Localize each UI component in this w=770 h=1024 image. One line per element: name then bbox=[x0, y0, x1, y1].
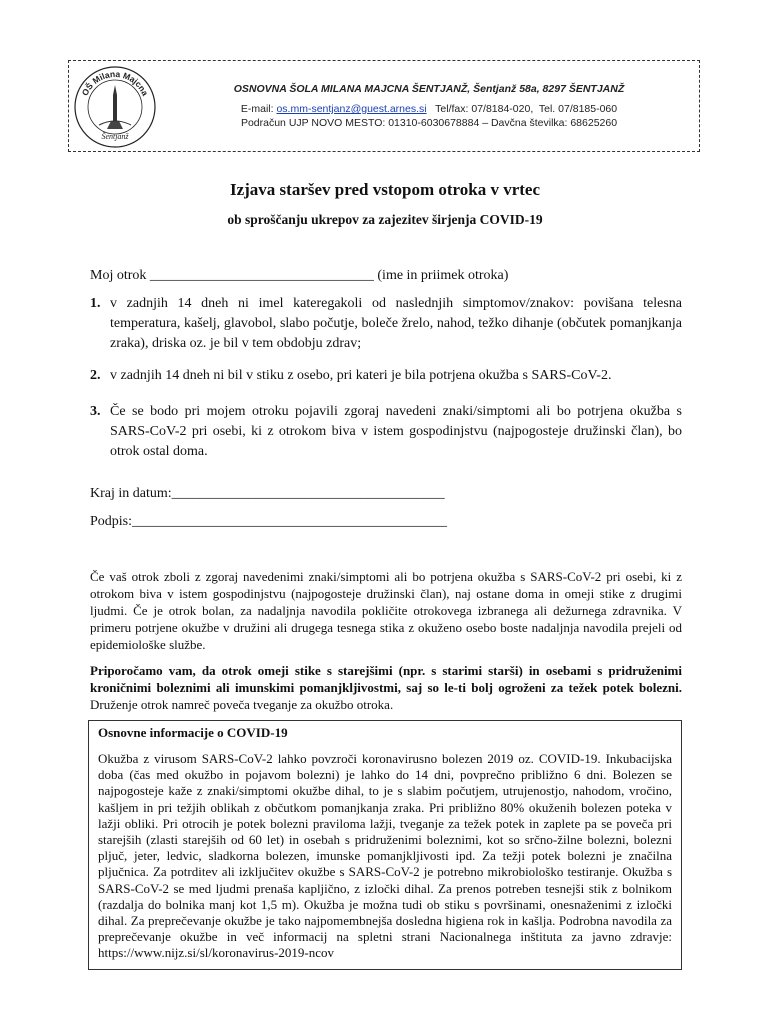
school-email-link[interactable]: os.mm-sentjanz@guest.arnes.si bbox=[276, 103, 427, 115]
recommendation-paragraph bbox=[90, 662, 682, 713]
school-logo bbox=[73, 65, 157, 149]
document-title: Izjava staršev pred vstopom otroka v vrtec bbox=[229, 180, 541, 199]
place-date-line: Kraj in datum:_______________________________________ bbox=[90, 486, 445, 501]
email-label: E-mail: bbox=[240, 103, 277, 115]
list-text: v zadnjih 14 dneh ni bil v stiku z osebo, pri kateri je bila potrjena okužba s SARS-CoV-2. bbox=[110, 368, 612, 383]
list-number: 3. bbox=[90, 404, 101, 419]
letterhead bbox=[68, 60, 700, 152]
list-number: 2. bbox=[90, 368, 101, 383]
list-item bbox=[90, 402, 682, 462]
list-item bbox=[90, 366, 682, 386]
covid-info-box bbox=[88, 720, 682, 970]
notice-paragraph: Če vaš otrok zboli z zgoraj navedenimi znaki/simptomi ali bo potrjena okužba s SARS-CoV-2 pri osebi, ki z otrokom biva v istem gospodinjstvu (najpogosteje družinski član), naj ostane doma in omeji stike z drugimi ljudmi. Če je otrok bolan, za nadaljnja navodila pokličite otrokovega izbranega ali dežurnega zdravnika. V primeru potrjene okužbe v družini ali drugega tesnega stika z okuženo osebo boste nadaljnja navodila prejeli od epidemiološke službe. bbox=[90, 569, 682, 652]
logo-text: OŠ Milana Majcna bbox=[79, 68, 151, 98]
info-body: Okužba z virusom SARS-CoV-2 lahko povzroči koronavirusno bolezen 2019 oz. COVID-19. Inkubacijska doba (čas med okužbo in pojavom bolezni) je lahko do 14 dni, povprečno približno 6 dni. Bolezen se najpogosteje kaže z znaki/simptomi okužbe dihal, to je s slabim počutjem, utrujenostjo, nahodom, vročino, kašljem in pri težjih oblikah z občutkom pomanjkanja zraka. Pri približno 80% okuženih bolezen poteka v lažji obliki. Pri otrocih je potek bolezni praviloma lažji, tveganje za težek potek in zaplete pa se poveča pri starejših (zlasti starejših od 60 let) in osebah s pridruženimi boleznimi, kot so srčno-žilne bolezni, bolezni pljuč, jeter, ledvic, sladkorna bolezen, imunske pomanjkljivosti ipd. Za težji potek bolezni je značilna pljučnica. Za potrditev ali izključitev okužbe s SARS-CoV-2 je potrebno mikrobiološko testiranje. Okužba s SARS-CoV-2 se med ljudmi prenaša kapljično, z izločki dihal. Za prenos potreben tesnejši stik z bolnikom (razdalja do bolnika manj kot 1,5 m). Okužba je možna tudi ob stiku s površinami, onesnaženimi z izločki dihal. Za preprečevanje okužbe je tako najpomembnejša dosledna higiena rok in kašlja. Podrobna navodila za preprečevanje okužbe in več informacij na spletni strani Nacionalnega inštituta za javno zdravje: https://www.nijz.si/sl/koronavirus-2019-ncov bbox=[98, 751, 672, 961]
list-text: v zadnjih 14 dneh ni imel kateregakoli od naslednjih simptomov/znakov: povišana telesna temperatura, kašelj, glavobol, slabo počutje, boleče žrelo, nahod, težko dihanje (občutek pomanjkanja zraka), driska oz. je bil v tem obdobju zdrav; bbox=[110, 296, 682, 351]
list-text: Če se bodo pri mojem otroku pojavili zgoraj navedeni znaki/simptomi ali bo potrjena okužba s SARS-CoV-2 pri osebi, ki z otrokom biva v istem gospodinjstvu (najpogosteje družinski član), bo otrok ostal doma. bbox=[110, 404, 682, 459]
document-subtitle: ob sproščanju ukrepov za zajezitev širjenja COVID-19 bbox=[227, 212, 543, 227]
child-name-line: Moj otrok ________________________________ (ime in priimek otroka) bbox=[90, 268, 509, 283]
logo-subtext: Šentjanž bbox=[101, 132, 129, 141]
signature-line: Podpis:_____________________________________________ bbox=[90, 514, 448, 529]
info-heading: Osnovne informacije o COVID-19 bbox=[98, 725, 288, 740]
recommendation-bold: Priporočamo vam, da otrok omeji stike s starejšimi (npr. s starimi starši) in osebami s pridruženimi kroničnimi boleznimi ali imunskimi pomanjkljivostmi, saj so le-ti bolj ogroženi za težek potek bolezni. bbox=[90, 663, 682, 695]
recommendation-rest: Druženje otrok namreč poveča tveganje za okužbo otroka. bbox=[90, 697, 394, 712]
school-phone: Tel/fax: 07/8184-020, Tel. 07/8185-060 bbox=[426, 103, 618, 115]
list-number: 1. bbox=[90, 296, 101, 311]
school-account: Podračun UJP NOVO MESTO: 01310-6030678884 – Davčna številka: 68625260 bbox=[240, 117, 618, 129]
list-item bbox=[90, 294, 682, 354]
school-name: OSNOVNA ŠOLA MILANA MAJCNA ŠENTJANŽ, Šentjanž 58a, 8297 ŠENTJANŽ bbox=[233, 83, 625, 95]
school-contact bbox=[169, 103, 689, 115]
